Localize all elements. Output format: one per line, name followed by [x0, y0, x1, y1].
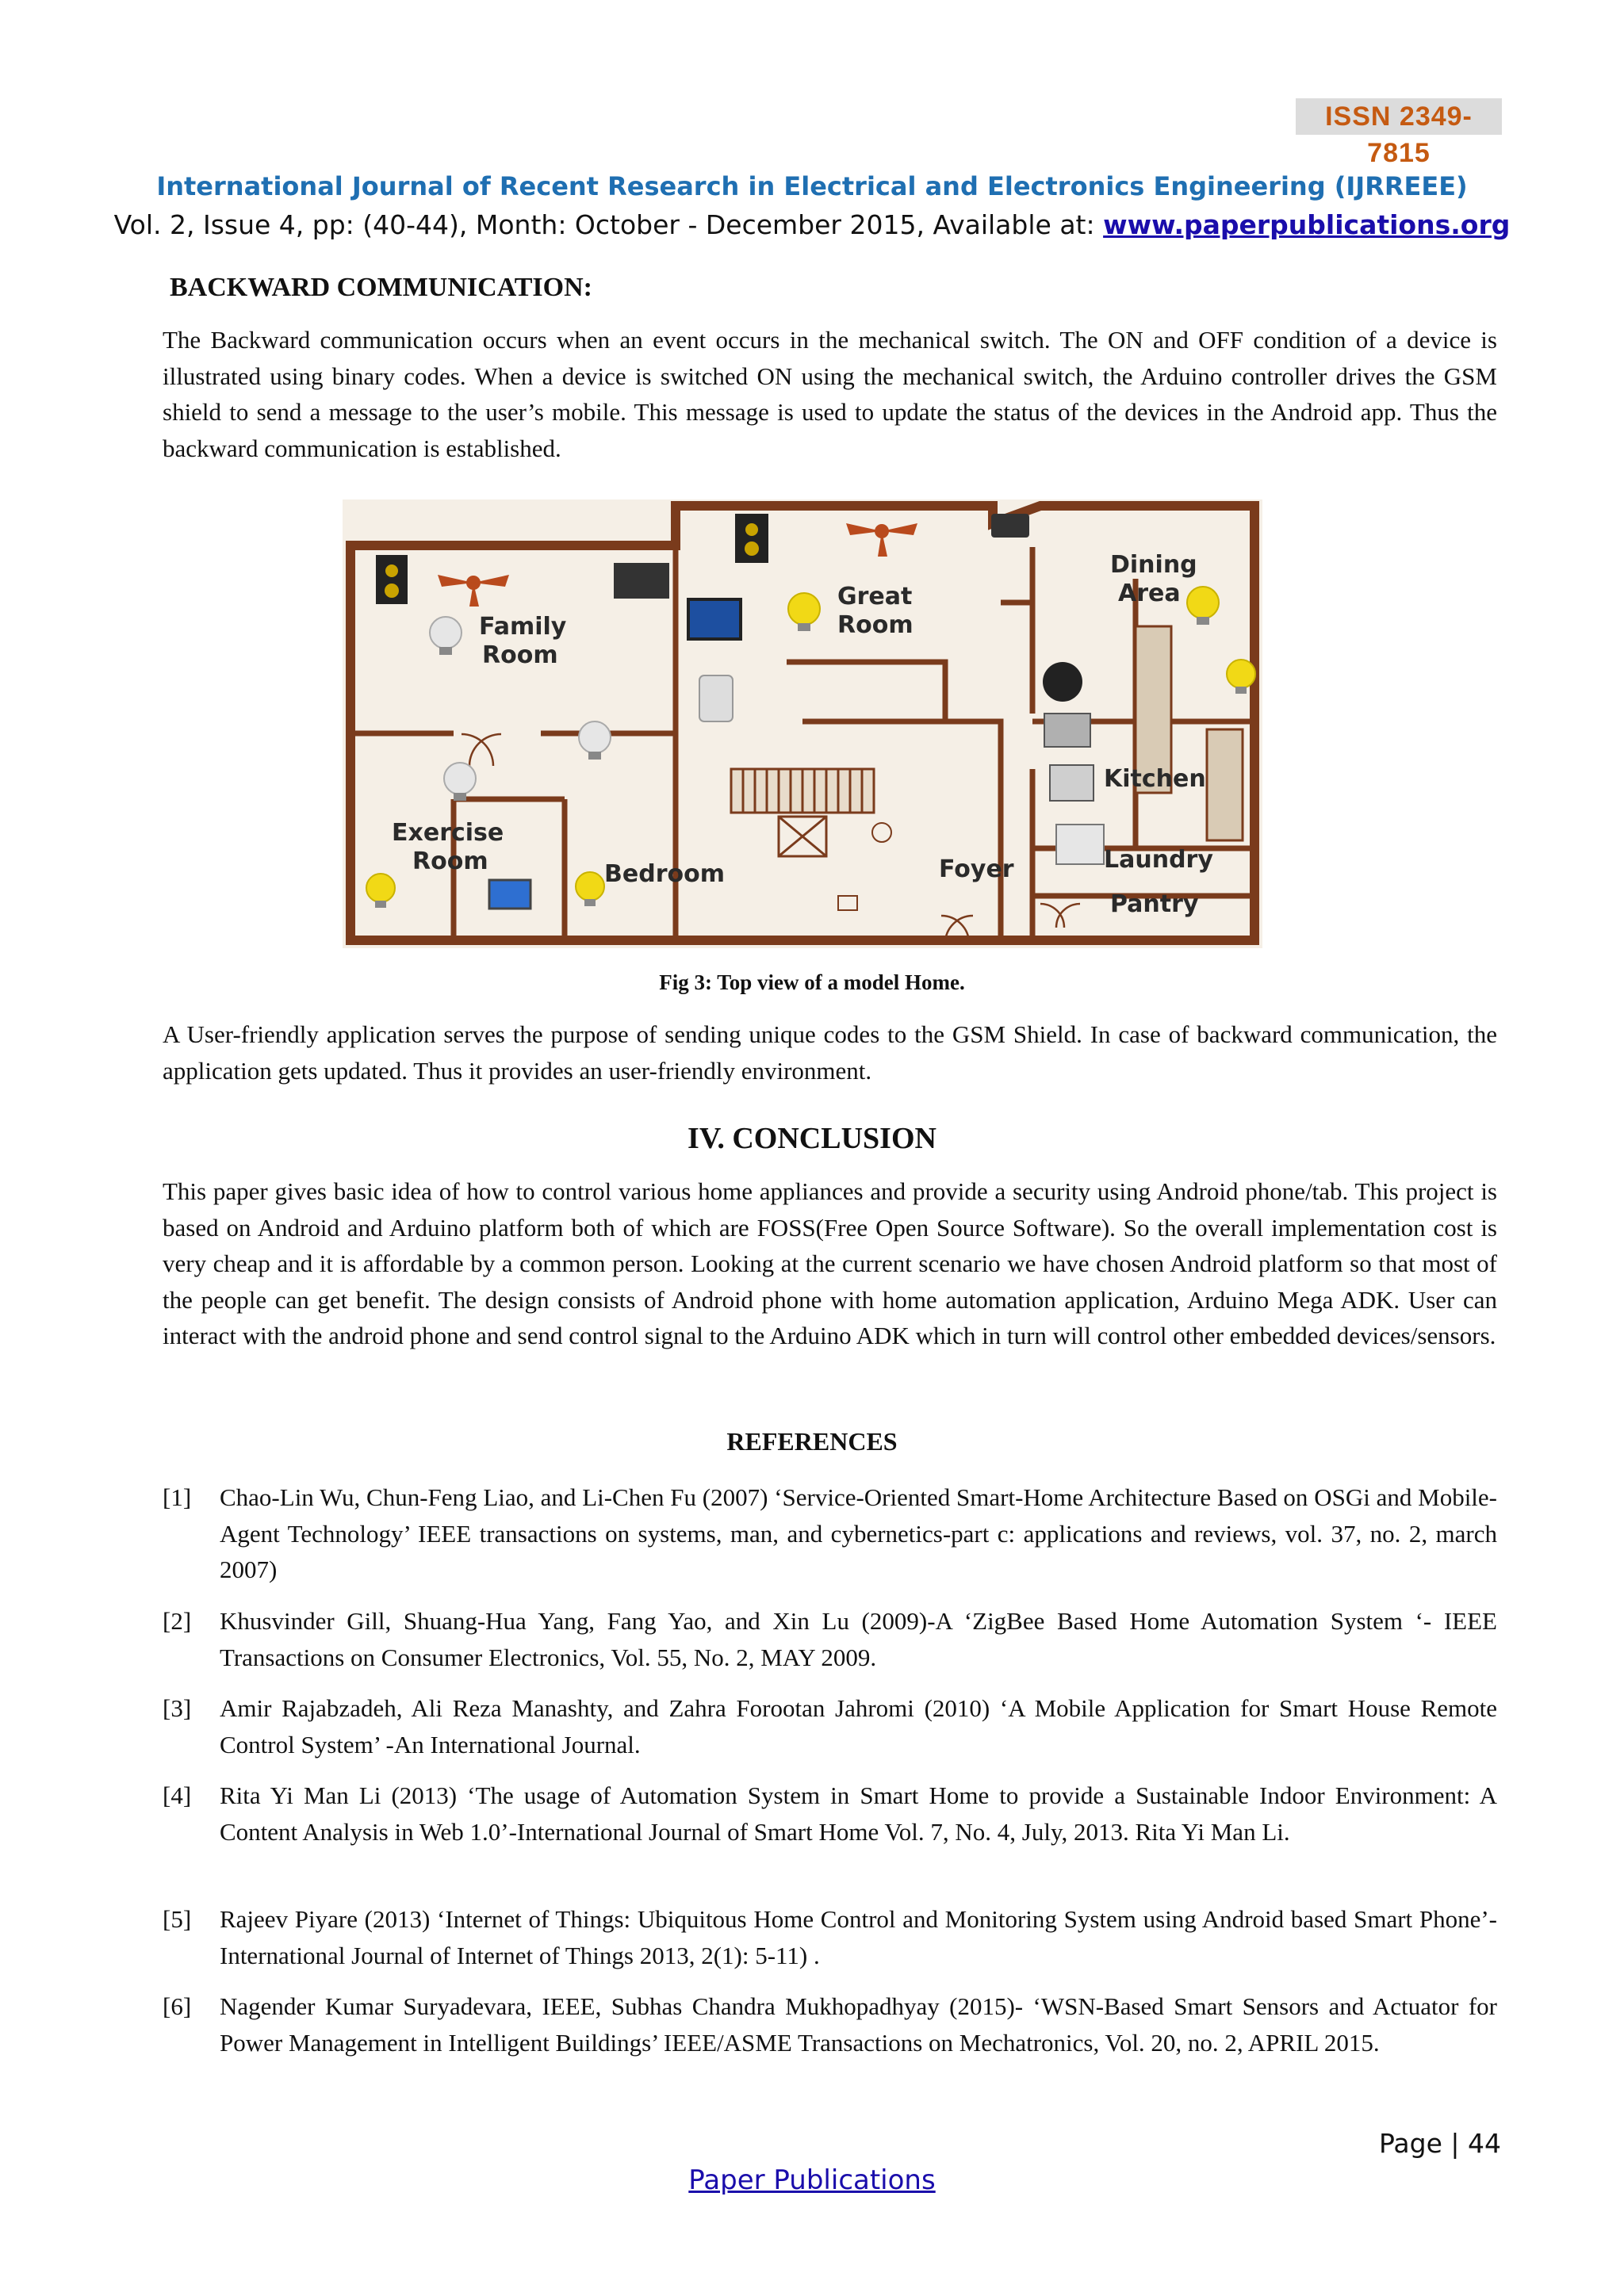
washer-icon	[1056, 825, 1104, 864]
camera-icon	[991, 514, 1029, 538]
backward-paragraph	[163, 322, 1497, 466]
reference-text: Khusvinder Gill, Shuang-Hua Yang, Fang Yao, and Xin Lu (2009)-A ‘ZigBee Based Home Automation System ‘- IEEE Transactions on Consumer Electronics, Vol. 55, No. 2, MAY 2009.	[220, 1607, 1497, 1671]
reference-number: [6]	[163, 1992, 192, 2020]
reference-text: Rita Yi Man Li (2013) ‘The usage of Automation System in Smart Home to provide a Sustainable Indoor Environment: A Content Analysis in Web 1.0’-International Journal of Smart Home Vol. 7, No. 4, July, 2013. Rita Yi Man Li.	[220, 1781, 1497, 1846]
coffee-maker-icon	[1043, 662, 1082, 702]
backward-text: The Backward communication occurs when an event occurs in the mechanical switch. The ON and OFF condition of a device is illustrated using binary codes. When a device is switched ON using the mechanical switch, the Arduino controller drives the GSM shield to send a message to the user’s mobile. This message is used to update the status of the devices in the Android app. Thus the backward communication is established.	[163, 326, 1497, 462]
reference-text: Rajeev Piyare (2013) ‘Internet of Things: Ubiquitous Home Control and Monitoring System using Android based Smart Phone’-International Journal of Internet of Things 2013, 2(1): 5-11) .	[220, 1905, 1497, 1969]
label-dining: Dining	[1110, 551, 1197, 579]
after-figure-paragraph	[163, 1016, 1497, 1089]
reference-number: [3]	[163, 1694, 192, 1722]
after-figure-text: A User-friendly application serves the purpose of sending unique codes to the GSM Shield. In case of backward communication, the application gets updated. Thus it provides an user-friendly environment.	[163, 1020, 1497, 1085]
reference-number: [2]	[163, 1607, 192, 1635]
references-heading: REFERENCES	[726, 1427, 898, 1456]
label-great-room: Great	[837, 583, 913, 610]
reference-item	[163, 1988, 1497, 2061]
reference-item	[163, 1603, 1497, 1675]
reference-number: [5]	[163, 1905, 192, 1933]
label-exercise-room: Exercise	[392, 819, 504, 847]
oven-icon	[1050, 765, 1094, 801]
label-laundry: Laundry	[1104, 846, 1213, 874]
reference-item	[163, 1479, 1497, 1588]
page-number: Page | 44	[1379, 2128, 1501, 2159]
tv-icon	[614, 563, 669, 599]
reference-number: [4]	[163, 1781, 192, 1809]
heater-icon	[699, 675, 733, 721]
website-link[interactable]: www.paperpublications.org	[1103, 209, 1511, 240]
figure-caption: Fig 3: Top view of a model Home.	[659, 970, 965, 994]
reference-text: Amir Rajabzadeh, Ali Reza Manashty, and Zahra Forootan Jahromi (2010) ‘A Mobile Application for Smart House Remote Control System’ -An International Journal.	[220, 1694, 1497, 1758]
label-foyer: Foyer	[939, 855, 1014, 883]
label-family-room-2: Room	[482, 641, 558, 669]
conclusion-text: This paper gives basic idea of how to control various home appliances and provide a security using Android phone/tab. This project is based on Android and Arduino platform both of which are FOSS(Free Open Source Software). So the overall implementation cost is very cheap and it is affordable by a common person. Looking at the current scenario we have chosen Android platform so that most of the people can get benefit. The design consists of Android phone with home automation application, Arduino Mega ADK. User can interact with the android phone and send control signal to the Arduino ADK which in turn will control other embedded devices/sensors.	[163, 1177, 1497, 1349]
label-family-room: Family	[479, 613, 567, 641]
backward-heading: BACKWARD COMMUNICATION:	[170, 273, 592, 302]
reference-text: Nagender Kumar Suryadevara, IEEE, Subhas Chandra Mukhopadhyay (2015)- ‘WSN-Based Smart Sensors and Actuator for Power Management in Intelligent Buildings’ IEEE/ASME Transactions on Mechatronics, Vol. 20, no. 2, APRIL 2015.	[220, 1992, 1497, 2057]
volume-text: Vol. 2, Issue 4, pp: (40-44), Month: October - December 2015, Available at:	[113, 209, 1104, 240]
conclusion-heading: IV. CONCLUSION	[688, 1122, 936, 1155]
conclusion-paragraph	[163, 1173, 1497, 1354]
tv-icon	[688, 599, 741, 639]
publisher-link[interactable]: Paper Publications	[688, 2164, 936, 2196]
journal-title: International Journal of Recent Research in Electrical and Electronics Engineering (IJRREEE)	[156, 171, 1468, 201]
label-exercise-room-2: Room	[412, 848, 488, 875]
reference-number: [1]	[163, 1483, 192, 1511]
toaster-icon	[1044, 714, 1090, 747]
computer-icon	[489, 880, 530, 909]
footer-publisher	[0, 2164, 1624, 2196]
reference-text: Chao-Lin Wu, Chun-Feng Liao, and Li-Chen Fu (2007) ‘Service-Oriented Smart-Home Architecture Based on OSGi and Mobile-Agent Technology’ IEEE transactions on systems, man, and cybernetics-part c: applications and reviews, vol. 37, no. 2, march 2007)	[220, 1483, 1497, 1583]
reference-item	[163, 1777, 1497, 1850]
label-dining-2: Area	[1118, 580, 1181, 607]
issn-badge: ISSN 2349-7815	[1296, 98, 1502, 135]
label-bedroom: Bedroom	[604, 860, 725, 888]
label-pantry: Pantry	[1110, 890, 1199, 918]
label-great-room-2: Room	[837, 611, 914, 639]
label-kitchen: Kitchen	[1104, 765, 1206, 793]
reference-item	[163, 1690, 1497, 1762]
floor-plan-figure	[343, 499, 1262, 948]
reference-item	[163, 1901, 1497, 1973]
volume-line	[0, 209, 1624, 240]
